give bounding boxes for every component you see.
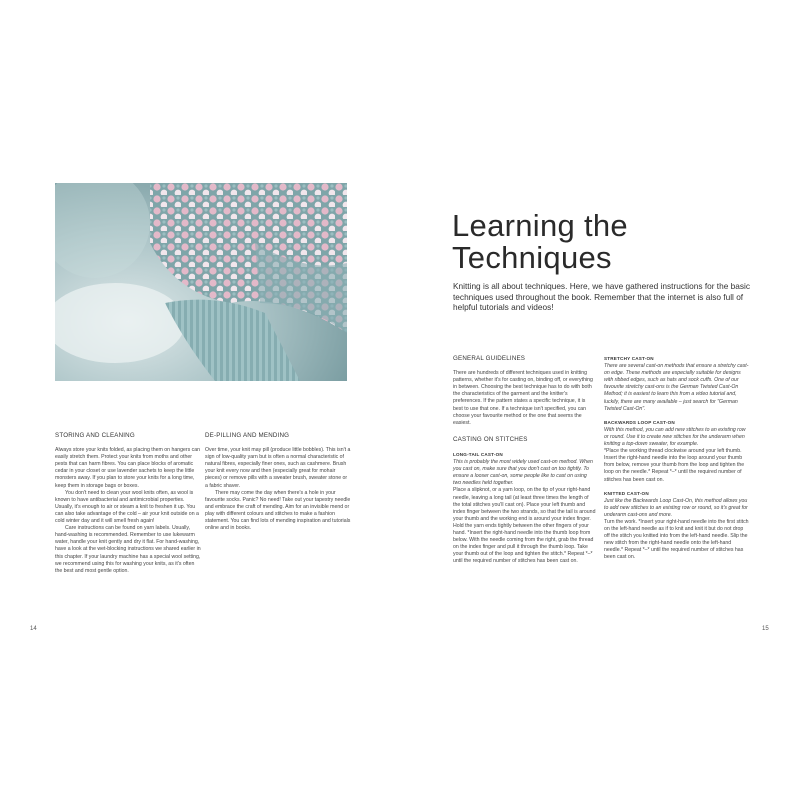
knitwear-photo (55, 183, 347, 381)
section-heading: STORING AND CLEANING (55, 432, 135, 439)
italic-paragraph: Just like the Backwards Loop Cast-On, this method allows you to add new stitches to an existing row or round, so it's great for underarm cast-ons and more. (604, 497, 748, 518)
section-heading: CASTING ON STITCHES (453, 435, 528, 443)
body-paragraph: Place a slipknot, or a yarn loop, on the tip of your right-hand needle, leaving a long tail (at least three times the length of the total stitches you'll cast on). Place your left thumb and index finger between the two strands, so that the tail is around your thumb and the working end is around your index finger. Hold the yarn ends tightly between the other fingers of your hand. *Insert the right-hand needle into the thumb loop from below. With the needle coming from the right, grab the thread on the index finger and pull it through the thumb loop. Take your thumb out of the loop and tighten the stitch.* Repeat *–* until the required number of stitches has been cast on. (453, 487, 596, 565)
cast-on-methods-column (604, 355, 749, 562)
subsection-heading: BACKWARDS LOOP CAST-ON (604, 419, 675, 425)
page-number: 14 (30, 626, 37, 632)
body-paragraph: There may come the day when there's a hole in your favourite socks. Panic? No need! Take out your tapestry needle and embrace the craft of mending. Aim for an invisible mend or play with different colours and stitches to make a fashion statement. You can find lots of mending inspiration and tutorials online and in books. (205, 489, 351, 532)
subsection-heading: LONG-TAIL CAST-ON (453, 451, 503, 457)
body-paragraph: There are hundreds of different techniques used in knitting patterns, whether it's for casting on, binding off, or everything in between. Choosing the best technique has to do with both the characteristics of the garment and the knitter's preferences. If the pattern states a specific technique, it is best to use that one. If a technique isn't specified, you can choose your favourite method or the one that seems the easiest. (453, 370, 593, 426)
body-paragraph: Always store your knits folded, as placing them on hangers can easily stretch them. Protect your knits from moths and other pests that can harm fibres. You can place blocks of aromatic cedar in your closet or use lavender sachets to keep the little monsters away. If you plan to store your knits for a long time, keep them in storage bags or boxes. (55, 447, 201, 489)
depilling-mending-column (205, 432, 351, 532)
title-line: Learning the (452, 208, 628, 243)
body-paragraph: You don't need to clean your wool knits often, as wool is known to have antibacterial and antimicrobial properties. Usually, it's enough to air or steam a knit to freshen it up. You can also take advantage of the cold – air your knit outside on a cold winter day and it will smell fresh again! (55, 489, 199, 525)
italic-paragraph: This is probably the most widely used cast-on method. When you cast on, make sure that you don't cast on too tightly. To ensure a looser cast-on, some people like to cast on using two needles held together. (453, 459, 593, 487)
subsection-heading: KNITTED CAST-ON (604, 490, 649, 496)
knitwear-image (55, 183, 347, 381)
italic-paragraph: With this method, you can add new stitches to an existing row or round. Use it to create new stitches for the underarm when knitting a top-down sweater, for example. (604, 426, 746, 448)
page-number: 15 (762, 626, 769, 632)
body-paragraph: Care instructions can be found on yarn labels. Usually, hand-washing is recommended. Remember to use lukewarm water, handle your knit gently and dry it flat. For hand-washing, have a look at the wet-blocking instructions we shared earlier in this chapter. If your laundry machine has a special wool setting, we recommend using this for washing your knits, as it's often the best and most gentle option. (55, 525, 201, 574)
body-paragraph: Over time, your knit may pill (produce little bobbles). This isn't a sign of low-quality yarn but is often a normal characteristic of natural fibres, especially finer ones, such as cashmere. Brush your knit every now and then (especially great for mohair pieces) or remove pills with a sweater brush, sweater stone or a fabric shaver. (205, 447, 351, 489)
body-paragraph: Turn the work. *Insert your right-hand needle into the first stitch on the left-hand needle as if to knit and knit it but do not drop off the stitch you knitted into from the left-hand needle. Slip the new stitch from the right-hand needle onto the left-hand needle.* Repeat *–* until the required number of stitches has been cast on. (604, 518, 749, 561)
page-title (452, 210, 628, 274)
subsection-heading: STRETCHY CAST-ON (604, 356, 654, 361)
body-paragraph: *Place the working thread clockwise around your left thumb. Insert the right-hand needle into the loop around your thumb from below, remove your thumb from the loop and tighten the loop on the needle.* Repeat *–* until the required number of stitches has been cast on. (604, 448, 745, 483)
general-guidelines-column (453, 355, 596, 565)
title-line: Techniques (452, 240, 612, 275)
section-heading: DE-PILLING AND MENDING (205, 432, 290, 439)
italic-paragraph: There are several cast-on methods that ensure a stretchy cast-on edge. These methods are especially suitable for designs with ribbed edges, such as hats and sock cuffs. One of our favourite stretchy cast-ons is the German Twisted Cast-On Method; it is easiest to learn this from a video tutorial and, luckily, there are many available – just search for "German Twisted Cast-On". (604, 363, 749, 412)
intro-paragraph: Knitting is all about techniques. Here, we have gathered instructions for the basic techniques used throughout the book. Remember that the internet is also full of helpful tutorials and videos! (453, 281, 751, 313)
section-heading: GENERAL GUIDELINES (453, 355, 526, 362)
storing-cleaning-column (55, 432, 203, 575)
